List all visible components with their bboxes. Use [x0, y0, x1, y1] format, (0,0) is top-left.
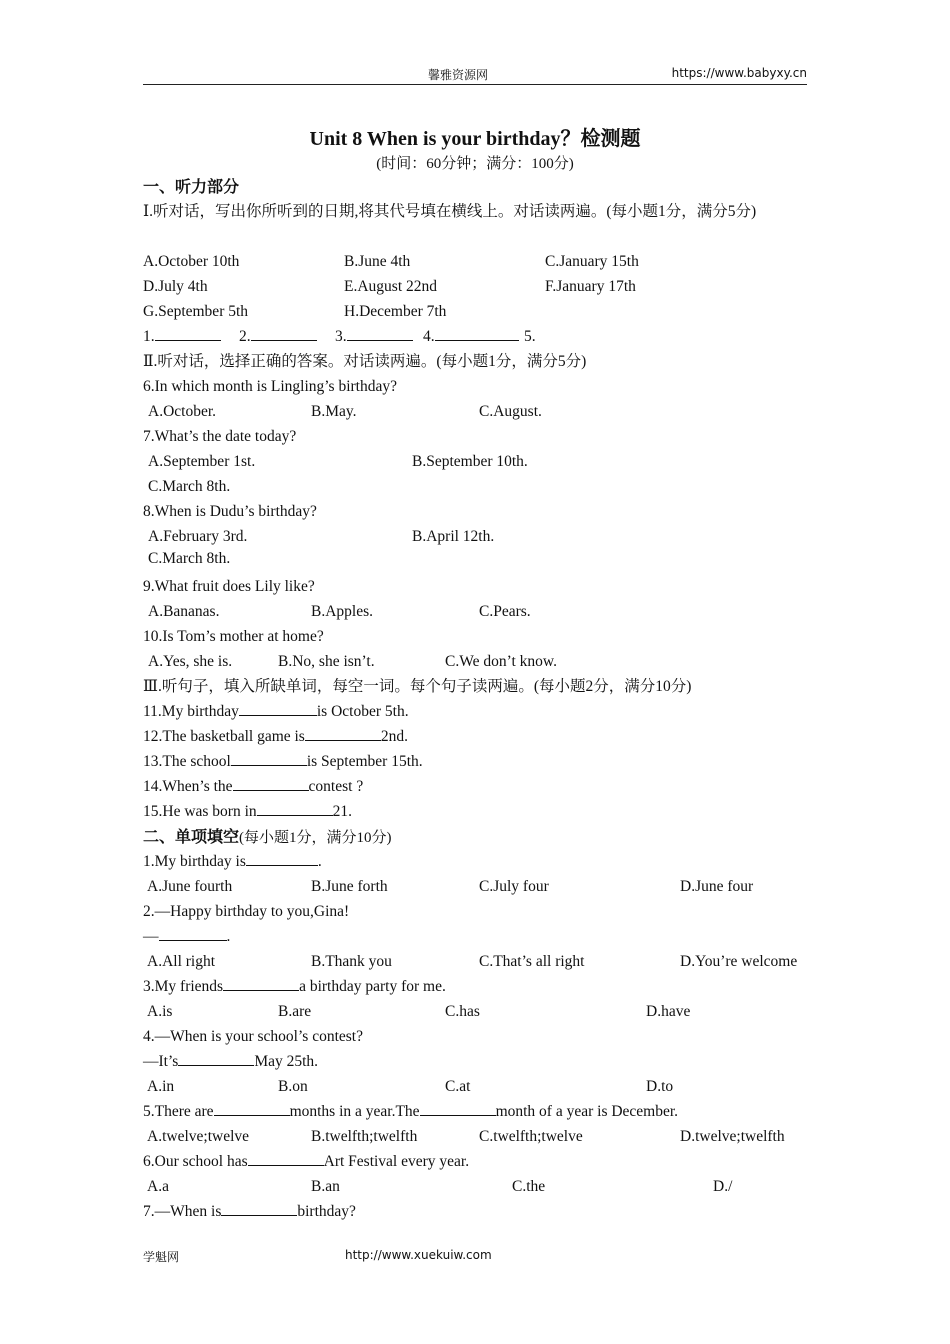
question-text: 12.The basketball game is	[143, 728, 305, 745]
question-14	[143, 774, 807, 799]
option: F.January 17th	[545, 278, 636, 295]
choice-a[interactable]: A.in	[147, 1078, 175, 1095]
question-15	[143, 799, 807, 824]
choice-b[interactable]: B.May.	[311, 403, 357, 420]
choice-a[interactable]: A.a	[147, 1178, 169, 1195]
section-title: 二、单项填空	[143, 827, 240, 846]
option: E.August 22nd	[344, 278, 437, 295]
question-8: 8.When is Dudu’s birthday?	[143, 503, 317, 520]
choice-c[interactable]: C.August.	[479, 403, 542, 420]
choice-c[interactable]: C.March 8th.	[148, 478, 231, 495]
choice-c[interactable]: C.March 8th.	[148, 550, 231, 567]
question-9: 9.What fruit does Lily like?	[143, 578, 315, 595]
choice-c[interactable]: C.That’s all right	[479, 953, 585, 970]
answer-blank[interactable]	[159, 924, 227, 941]
question-text: —	[143, 928, 159, 945]
blank-label: 4.	[423, 328, 435, 345]
header-site-name: 馨雅资源网	[428, 68, 489, 82]
choices-row	[143, 1074, 807, 1099]
question-10: 10.Is Tom’s mother at home?	[143, 628, 324, 645]
question-text: 7.—When is	[143, 1203, 222, 1220]
question-text: 1.My birthday is	[143, 853, 246, 870]
option: A.October 10th	[143, 253, 240, 270]
choice-a[interactable]: A.All right	[147, 953, 216, 970]
choice-a[interactable]: A.is	[147, 1003, 173, 1020]
page-header	[143, 64, 807, 85]
question-text: months in a year.The	[289, 1103, 420, 1120]
header-url: https://www.babyxy.cn	[671, 66, 807, 80]
question-13	[143, 749, 807, 774]
choices-row	[143, 649, 807, 674]
choices-row	[143, 524, 807, 549]
choice-a[interactable]: A.September 1st.	[148, 453, 256, 470]
answer-blank[interactable]	[248, 1149, 324, 1166]
question-text: 5.There are	[143, 1103, 214, 1120]
answer-blank[interactable]	[420, 1099, 496, 1116]
question-text: 15.He was born in	[143, 803, 257, 820]
question-text: May 25th.	[254, 1053, 319, 1070]
choice-d[interactable]: D.twelve;twelfth	[680, 1128, 785, 1145]
choice-a[interactable]: A.February 3rd.	[148, 528, 248, 545]
choice-c[interactable]: C.Pears.	[479, 603, 531, 620]
options-row	[143, 249, 807, 274]
choice-d[interactable]: D./	[713, 1178, 733, 1195]
choice-d[interactable]: D.June four	[680, 878, 754, 895]
option: G.September 5th	[143, 303, 249, 320]
choice-c[interactable]: C.at	[445, 1078, 471, 1095]
choice-d[interactable]: D.have	[646, 1003, 691, 1020]
question-text: month of a year is December.	[495, 1103, 679, 1120]
mc-question-4-reply	[143, 1049, 807, 1074]
answer-blank[interactable]	[221, 1199, 297, 1216]
choice-a[interactable]: A.Bananas.	[148, 603, 220, 620]
option: D.July 4th	[143, 278, 208, 295]
answer-blank[interactable]	[214, 1099, 290, 1116]
choice-b[interactable]: B.twelfth;twelfth	[311, 1128, 418, 1145]
page-title: Unit 8 When is your birthday？检测题	[309, 128, 641, 150]
question-text: 13.The school	[143, 753, 231, 770]
choice-a[interactable]: A.June fourth	[147, 878, 233, 895]
options-row	[143, 274, 807, 299]
answer-blanks-row	[143, 324, 807, 349]
mc-question-6	[143, 1149, 807, 1174]
choice-b[interactable]: B.on	[278, 1078, 308, 1095]
question-text: —It’s	[143, 1053, 179, 1070]
answer-blank[interactable]	[257, 799, 333, 816]
choice-a[interactable]: A.October.	[148, 403, 217, 420]
choice-c[interactable]: C.twelfth;twelve	[479, 1128, 583, 1145]
answer-blank[interactable]	[155, 324, 221, 341]
choice-a[interactable]: A.twelve;twelve	[147, 1128, 250, 1145]
choice-c[interactable]: C.the	[512, 1178, 546, 1195]
section1-heading: 一、听力部分	[143, 177, 240, 196]
mc-question-2-reply	[143, 924, 807, 949]
choices-row	[143, 1124, 807, 1149]
choices-row	[143, 874, 807, 899]
option: C.January 15th	[545, 253, 639, 270]
choices-row	[143, 399, 807, 424]
answer-blank[interactable]	[223, 974, 299, 991]
blank-label: 2.	[239, 328, 251, 345]
question-6: 6.In which month is Lingling’s birthday?	[143, 378, 398, 395]
answer-blank[interactable]	[239, 699, 317, 716]
choice-c[interactable]: C.has	[445, 1003, 480, 1020]
part1-instruction: Ⅰ.听对话，写出你所听到的日期,将其代号填在横线上。对话读两遍。(每小题1分，满分5分)	[143, 203, 757, 220]
question-7: 7.What’s the date today?	[143, 428, 297, 445]
blank-label: 3.	[335, 328, 347, 345]
part2-instruction: Ⅱ.听对话，选择正确的答案。对话读两遍。(每小题1分，满分5分)	[143, 353, 587, 370]
choices-row	[143, 449, 807, 474]
question-text: is September 15th.	[306, 753, 423, 770]
answer-blank[interactable]	[246, 849, 318, 866]
section2-heading	[143, 824, 807, 849]
page-subtitle: (时间：60分钟；满分：100分)	[376, 156, 574, 172]
answer-blank[interactable]	[231, 749, 307, 766]
choices-row	[143, 474, 807, 499]
choices-row	[143, 999, 807, 1024]
choices-row	[143, 949, 807, 974]
footer-url: http://www.xuekuiw.com	[345, 1248, 492, 1262]
question-11	[143, 699, 807, 724]
mc-question-4: 4.—When is your school’s contest?	[143, 1028, 363, 1045]
choice-b[interactable]: B.Apples.	[311, 603, 373, 620]
question-text: is October 5th.	[316, 703, 409, 720]
question-text: a birthday party for me.	[299, 978, 446, 995]
page-footer	[143, 1248, 807, 1266]
choice-c[interactable]: C.July four	[479, 878, 549, 895]
question-text: 6.Our school has	[143, 1153, 248, 1170]
choice-b[interactable]: B.No, she isn’t.	[278, 653, 375, 670]
choice-b[interactable]: B.Thank you	[311, 953, 392, 970]
question-text: .	[226, 928, 231, 945]
choice-d[interactable]: D.You’re welcome	[680, 953, 798, 970]
choice-a[interactable]: A.Yes, she is.	[148, 653, 233, 670]
question-text: Art Festival every year.	[323, 1153, 470, 1170]
mc-question-2: 2.—Happy birthday to you,Gina!	[143, 903, 350, 920]
choice-b[interactable]: B.are	[278, 1003, 312, 1020]
choice-b[interactable]: B.April 12th.	[412, 528, 495, 545]
worksheet-body	[143, 174, 807, 1224]
answer-blank[interactable]	[347, 324, 413, 341]
question-text: 2nd.	[380, 728, 408, 745]
option: H.December 7th	[344, 303, 447, 320]
choice-d[interactable]: D.to	[646, 1078, 674, 1095]
answer-blank[interactable]	[251, 324, 317, 341]
answer-blank[interactable]	[305, 724, 381, 741]
question-text: 14.When’s the	[143, 778, 233, 795]
blank-label: 1.	[143, 328, 155, 345]
option: B.June 4th	[344, 253, 411, 270]
blank-label: 5.	[524, 328, 536, 345]
question-text: birthday?	[297, 1203, 356, 1220]
question-text: contest ?	[308, 778, 364, 795]
section-note: (每小题1分，满分10分)	[239, 830, 392, 846]
choice-b[interactable]: B.an	[311, 1178, 340, 1195]
answer-blank[interactable]	[233, 774, 309, 791]
answer-blank[interactable]	[178, 1049, 254, 1066]
mc-question-7	[143, 1199, 807, 1224]
options-row	[143, 299, 807, 324]
choice-b[interactable]: B.June forth	[311, 878, 388, 895]
mc-question-1	[143, 849, 807, 874]
choice-c[interactable]: C.We don’t know.	[445, 653, 557, 670]
choices-row	[143, 1174, 807, 1199]
mc-question-3	[143, 974, 807, 999]
question-text: 3.My friends	[143, 978, 224, 995]
question-12	[143, 724, 807, 749]
choice-b[interactable]: B.September 10th.	[412, 453, 528, 470]
mc-question-5	[143, 1099, 807, 1124]
question-text: .	[317, 853, 322, 870]
part3-instruction: Ⅲ.听句子，填入所缺单词，每空一词。每个句子读两遍。(每小题2分，满分10分)	[143, 678, 692, 695]
question-text: 21.	[332, 803, 353, 820]
question-text: 11.My birthday	[143, 703, 239, 720]
footer-site-name: 学魁网	[143, 1250, 180, 1264]
choices-row	[143, 549, 807, 574]
answer-blank[interactable]	[435, 324, 519, 341]
choices-row	[143, 599, 807, 624]
